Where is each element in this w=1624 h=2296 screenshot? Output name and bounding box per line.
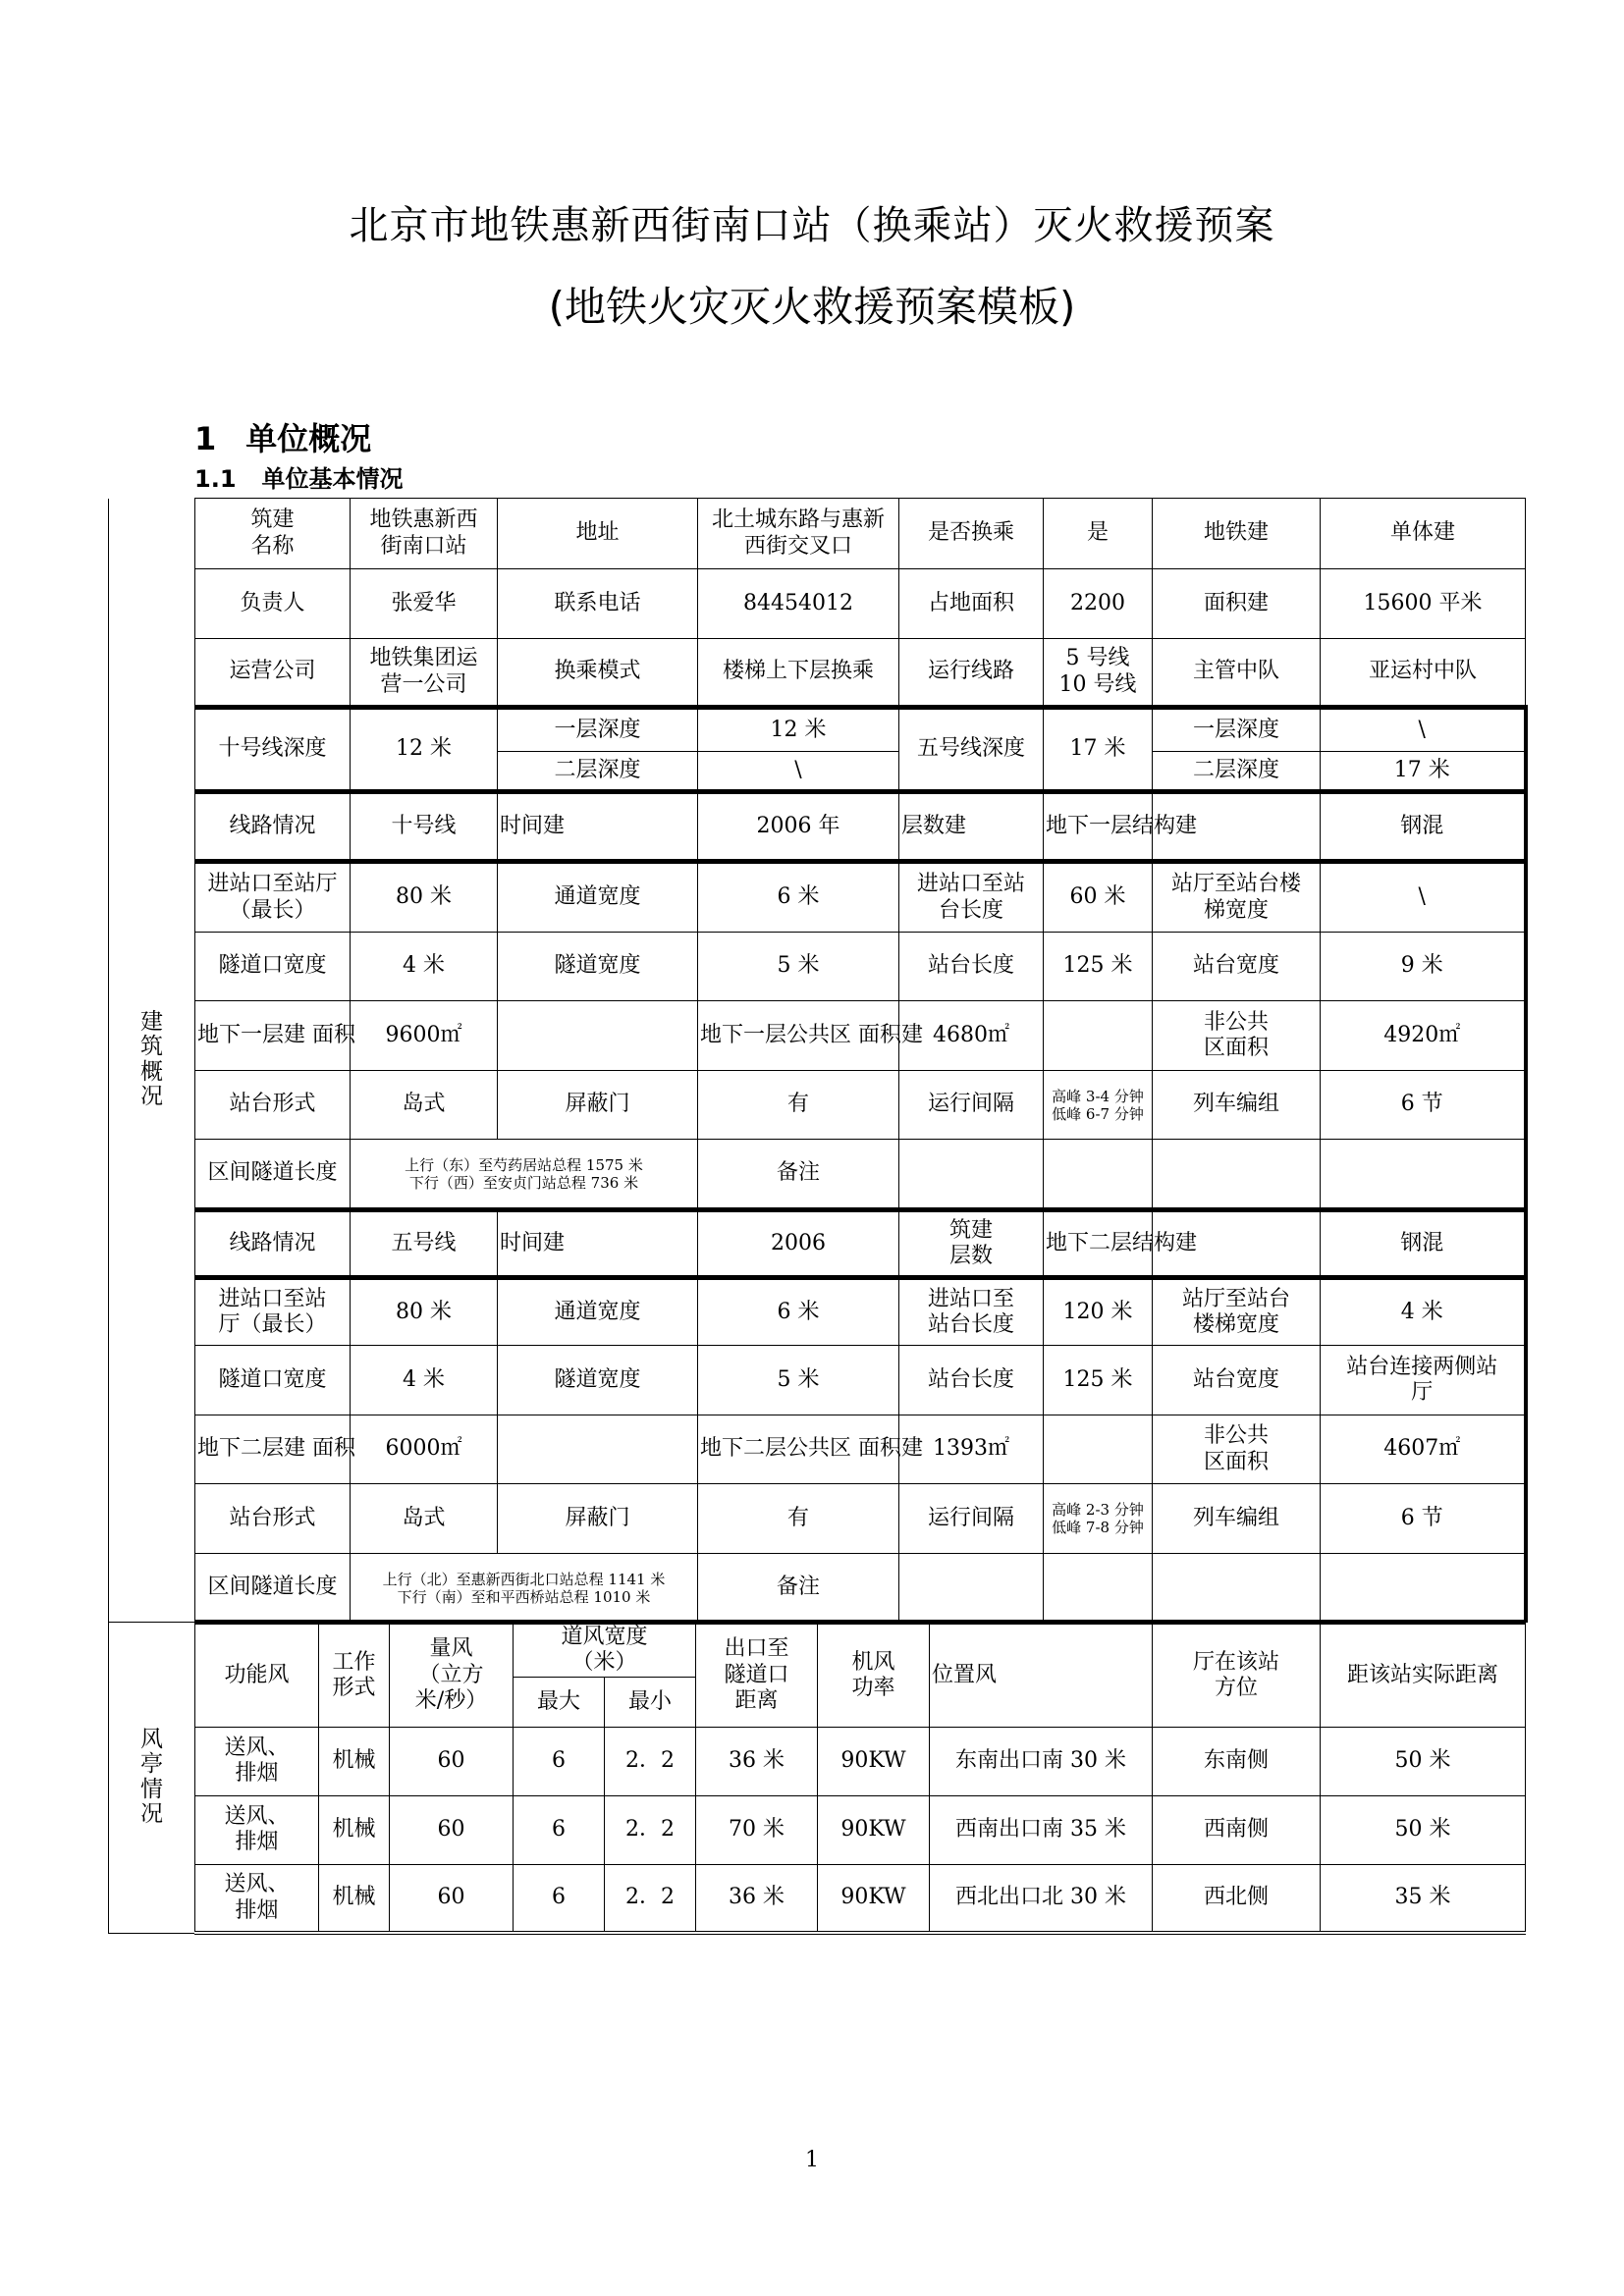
table-cell: 地下二层结构建	[1044, 1210, 1153, 1278]
table-cell: 站台宽度	[1153, 933, 1321, 1001]
table-cell: 一层深度	[498, 708, 698, 752]
table-cell: 站台长度	[899, 1346, 1044, 1415]
table-cell: 隧道口宽度	[195, 1346, 351, 1415]
table-cell: 9 米	[1321, 933, 1526, 1001]
table-cell: 机风 功率	[818, 1623, 930, 1728]
document-title: 北京市地铁惠新西街南口站（换乘站）灭火救援预案	[349, 203, 1275, 248]
table-cell: 面积建	[1153, 569, 1321, 639]
table-cell: 时间建	[498, 1210, 698, 1278]
table-cell: 二层深度	[1153, 752, 1321, 792]
table-cell	[1044, 1140, 1153, 1210]
table-cell: 机械	[319, 1864, 390, 1933]
table-cell: 5 号线 10 号线	[1044, 639, 1153, 708]
building-overview-table	[108, 498, 1528, 1623]
side-label	[109, 1623, 195, 1934]
table-cell: 线路情况	[195, 1210, 351, 1278]
table-cell: 五号线深度	[899, 708, 1044, 792]
table-cell: 高峰 2-3 分钟 低峰 7-8 分钟	[1044, 1484, 1153, 1554]
table-cell: 站厅至站台 楼梯宽度	[1153, 1278, 1321, 1346]
table-cell: 占地面积	[899, 569, 1044, 639]
table-cell: 地铁建	[1153, 499, 1321, 569]
table-row	[109, 1278, 1526, 1346]
table-cell: 非公共 区面积	[1153, 1001, 1321, 1071]
table-cell: 84454012	[698, 569, 899, 639]
table-cell: 4 米	[351, 933, 498, 1001]
table-cell: 送风、 排烟	[195, 1864, 319, 1933]
table-row	[109, 1623, 1526, 1678]
table-row	[109, 1001, 1526, 1071]
section-title: 单位概况	[245, 420, 372, 457]
table-row	[109, 1727, 1526, 1795]
table-cell: 二层深度	[498, 752, 698, 792]
table-cell	[1153, 1140, 1321, 1210]
subsection-title: 单位基本情况	[261, 465, 404, 493]
table-cell: 90KW	[818, 1795, 930, 1864]
table-cell: 4 米	[1321, 1278, 1526, 1346]
table-cell: 岛式	[351, 1071, 498, 1140]
table-cell: 楼梯上下层换乘	[698, 639, 899, 708]
table-cell: 2006 年	[698, 792, 899, 862]
table-cell: 2006	[698, 1210, 899, 1278]
table-cell: 送风、 排烟	[195, 1795, 319, 1864]
table-cell: 上行（东）至芍药居站总程 1575 米 下行（西）至安贞门站总程 736 米	[351, 1140, 698, 1210]
table-cell: 站厅至站台楼 梯宽度	[1153, 862, 1321, 933]
table-cell: 单体建	[1321, 499, 1526, 569]
subsection-number: 1.1	[194, 465, 237, 493]
table-row	[109, 499, 1526, 569]
table-row	[109, 569, 1526, 639]
table-cell	[1321, 1140, 1526, 1210]
table-cell: 非公共 区面积	[1153, 1415, 1321, 1484]
table-cell: 6 米	[698, 862, 899, 933]
table-cell: 地下一层结构建	[1044, 792, 1153, 862]
table-cell: 机械	[319, 1727, 390, 1795]
table-cell: 最小	[605, 1677, 696, 1727]
table-row	[109, 1554, 1526, 1623]
document-subtitle: (地铁火灾灭火救援预案模板)	[548, 283, 1076, 331]
table-cell: 西北侧	[1153, 1864, 1321, 1933]
table-row	[109, 708, 1526, 752]
table-cell: 70 米	[696, 1795, 818, 1864]
table-cell: 4607㎡	[1321, 1415, 1526, 1484]
table-cell: \	[698, 752, 899, 792]
table-cell: 功能风	[195, 1623, 319, 1728]
table-cell: 送风、 排烟	[195, 1727, 319, 1795]
table-cell: 列车编组	[1153, 1071, 1321, 1140]
table-cell: 6000㎡	[351, 1415, 498, 1484]
table-cell: 2．2	[605, 1727, 696, 1795]
table-cell: 时间建	[498, 792, 698, 862]
table-cell: \	[1321, 862, 1526, 933]
table-cell: 17 米	[1321, 752, 1526, 792]
table-cell: 60	[390, 1864, 514, 1933]
table-cell: 出口至 隧道口 距离	[696, 1623, 818, 1728]
table-cell: 6 米	[698, 1278, 899, 1346]
table-cell: 联系电话	[498, 569, 698, 639]
subsection-heading	[194, 459, 429, 494]
page-number: 1	[805, 2148, 819, 2172]
table-cell	[1044, 1554, 1153, 1623]
table-cell: 北土城东路与惠新 西街交叉口	[698, 499, 899, 569]
table-cell: 进站口至站 台长度	[899, 862, 1044, 933]
fan-pavilion-table	[108, 1620, 1526, 1935]
table-cell: 地铁集团运 营一公司	[351, 639, 498, 708]
table-cell: 90KW	[818, 1727, 930, 1795]
table-cell: 张爱华	[351, 569, 498, 639]
table-row	[109, 1795, 1526, 1864]
table-cell	[1044, 1001, 1153, 1071]
table-cell: 屏蔽门	[498, 1071, 698, 1140]
table-cell: 4920㎡	[1321, 1001, 1526, 1071]
table-cell: 12 米	[698, 708, 899, 752]
table-cell: 机械	[319, 1795, 390, 1864]
table-cell: 35 米	[1321, 1864, 1526, 1933]
table-cell: 1393㎡	[899, 1415, 1044, 1484]
table-cell: 隧道宽度	[498, 1346, 698, 1415]
table-cell: 亚运村中队	[1321, 639, 1526, 708]
table-cell: 60	[390, 1727, 514, 1795]
table-cell: 钢混	[1321, 1210, 1526, 1278]
table-cell: 换乘模式	[498, 639, 698, 708]
table-cell: 17 米	[1044, 708, 1153, 792]
table-cell: 60	[390, 1795, 514, 1864]
table-cell: 50 米	[1321, 1727, 1526, 1795]
table-row	[109, 1864, 1526, 1933]
table-cell: 60 米	[1044, 862, 1153, 933]
table-row	[109, 862, 1526, 933]
table-cell: 6 节	[1321, 1071, 1526, 1140]
table-cell: 9600㎡	[351, 1001, 498, 1071]
table-cell: 地下二层公共区 面积建	[698, 1415, 899, 1484]
table-row	[109, 1415, 1526, 1484]
table-cell: 6 节	[1321, 1484, 1526, 1554]
table-cell: 5 米	[698, 1346, 899, 1415]
table-cell: 站台长度	[899, 933, 1044, 1001]
table-cell: 15600 平米	[1321, 569, 1526, 639]
table-cell: 80 米	[351, 862, 498, 933]
table-cell: 站台连接两侧站 厅	[1321, 1346, 1526, 1415]
table-cell: 屏蔽门	[498, 1484, 698, 1554]
table-cell: 是否换乘	[899, 499, 1044, 569]
side-label-text: 建筑概况	[140, 1009, 163, 1110]
table-cell	[498, 1415, 698, 1484]
table-cell: 运行线路	[899, 639, 1044, 708]
table-cell: 西北出口北 30 米	[930, 1864, 1153, 1933]
table-cell: 2200	[1044, 569, 1153, 639]
table-cell: 12 米	[351, 708, 498, 792]
table-cell: 备注	[698, 1140, 899, 1210]
table-cell	[899, 1554, 1044, 1623]
table-cell: 通道宽度	[498, 862, 698, 933]
side-label-text: 风亭情况	[140, 1727, 163, 1827]
table-row	[109, 1140, 1526, 1210]
table-cell	[899, 1140, 1044, 1210]
table-cell: 4 米	[351, 1346, 498, 1415]
table-cell: 地址	[498, 499, 698, 569]
table-cell: 站台宽度	[1153, 1346, 1321, 1415]
side-label	[109, 499, 195, 1623]
table-cell: 距该站实际距离	[1321, 1623, 1526, 1728]
table-cell: 备注	[698, 1554, 899, 1623]
table-cell: 十号线深度	[195, 708, 351, 792]
table-cell: 区间隧道长度	[195, 1554, 351, 1623]
table-row	[109, 1484, 1526, 1554]
table-cell: 站台形式	[195, 1071, 351, 1140]
table-row	[109, 1346, 1526, 1415]
table-cell: 最大	[514, 1677, 605, 1727]
table-cell: 2．2	[605, 1795, 696, 1864]
table-cell: 进站口至站厅 （最长）	[195, 862, 351, 933]
table-cell: 筑建 层数	[899, 1210, 1044, 1278]
table-cell: 西南侧	[1153, 1795, 1321, 1864]
table-cell: 120 米	[1044, 1278, 1153, 1346]
table-cell: 区间隧道长度	[195, 1140, 351, 1210]
table-cell: 一层深度	[1153, 708, 1321, 752]
table-cell: 高峰 3-4 分钟 低峰 6-7 分钟	[1044, 1071, 1153, 1140]
table-cell: 站台形式	[195, 1484, 351, 1554]
table-cell: 位置风	[930, 1623, 1153, 1728]
table-row	[109, 933, 1526, 1001]
section-number: 1	[194, 420, 217, 457]
table-row	[109, 1210, 1526, 1278]
table-cell: 5 米	[698, 933, 899, 1001]
table-cell: 十号线	[351, 792, 498, 862]
table-cell: 进站口至站 厅（最长）	[195, 1278, 351, 1346]
table-cell: 负责人	[195, 569, 351, 639]
table-cell: 地下一层建 面积	[195, 1001, 351, 1071]
table-cell: 隧道口宽度	[195, 933, 351, 1001]
table-cell: 量风 （立方 米/秒）	[390, 1623, 514, 1728]
table-cell: 隧道宽度	[498, 933, 698, 1001]
table-cell: 西南出口南 35 米	[930, 1795, 1153, 1864]
table-cell: 125 米	[1044, 933, 1153, 1001]
table-cell: 东南出口南 30 米	[930, 1727, 1153, 1795]
table-cell: 地下二层建 面积	[195, 1415, 351, 1484]
table-cell: 主管中队	[1153, 639, 1321, 708]
table-cell: 是	[1044, 499, 1153, 569]
table-cell: 列车编组	[1153, 1484, 1321, 1554]
table-cell: 厅在该站 方位	[1153, 1623, 1321, 1728]
table-cell: 上行（北）至惠新西街北口站总程 1141 米 下行（南）至和平西桥站总程 1010 米	[351, 1554, 698, 1623]
table-cell: 岛式	[351, 1484, 498, 1554]
table-cell: 36 米	[696, 1864, 818, 1933]
table-cell: 运营公司	[195, 639, 351, 708]
table-row	[109, 1071, 1526, 1140]
table-cell	[1321, 1554, 1526, 1623]
table-cell: 东南侧	[1153, 1727, 1321, 1795]
table-cell: 4680㎡	[899, 1001, 1044, 1071]
table-cell: 进站口至 站台长度	[899, 1278, 1044, 1346]
table-cell	[498, 1001, 698, 1071]
table-cell: 地铁惠新西 街南口站	[351, 499, 498, 569]
table-cell: 工作 形式	[319, 1623, 390, 1728]
table-cell: 2．2	[605, 1864, 696, 1933]
table-row	[109, 792, 1526, 862]
table-cell: 五号线	[351, 1210, 498, 1278]
table-cell: 50 米	[1321, 1795, 1526, 1864]
table-cell: 6	[514, 1727, 605, 1795]
section-heading	[194, 414, 401, 459]
table-cell	[1153, 1554, 1321, 1623]
table-cell: 80 米	[351, 1278, 498, 1346]
table-cell: 地下一层公共区 面积建	[698, 1001, 899, 1071]
table-cell: 钢混	[1321, 792, 1526, 862]
table-cell	[1044, 1415, 1153, 1484]
table-cell: 有	[698, 1484, 899, 1554]
table-cell: 线路情况	[195, 792, 351, 862]
table-row	[109, 639, 1526, 708]
table-cell: 6	[514, 1864, 605, 1933]
table-cell: 运行间隔	[899, 1484, 1044, 1554]
table-cell: 道风宽度 （米）	[514, 1623, 696, 1678]
table-cell: 有	[698, 1071, 899, 1140]
table-cell: 36 米	[696, 1727, 818, 1795]
table-cell: 通道宽度	[498, 1278, 698, 1346]
table-cell: 运行间隔	[899, 1071, 1044, 1140]
table-cell: 90KW	[818, 1864, 930, 1933]
table-cell: \	[1321, 708, 1526, 752]
table-cell: 层数建	[899, 792, 1044, 862]
table-cell: 125 米	[1044, 1346, 1153, 1415]
table-cell: 筑建 名称	[195, 499, 351, 569]
table-cell: 6	[514, 1795, 605, 1864]
